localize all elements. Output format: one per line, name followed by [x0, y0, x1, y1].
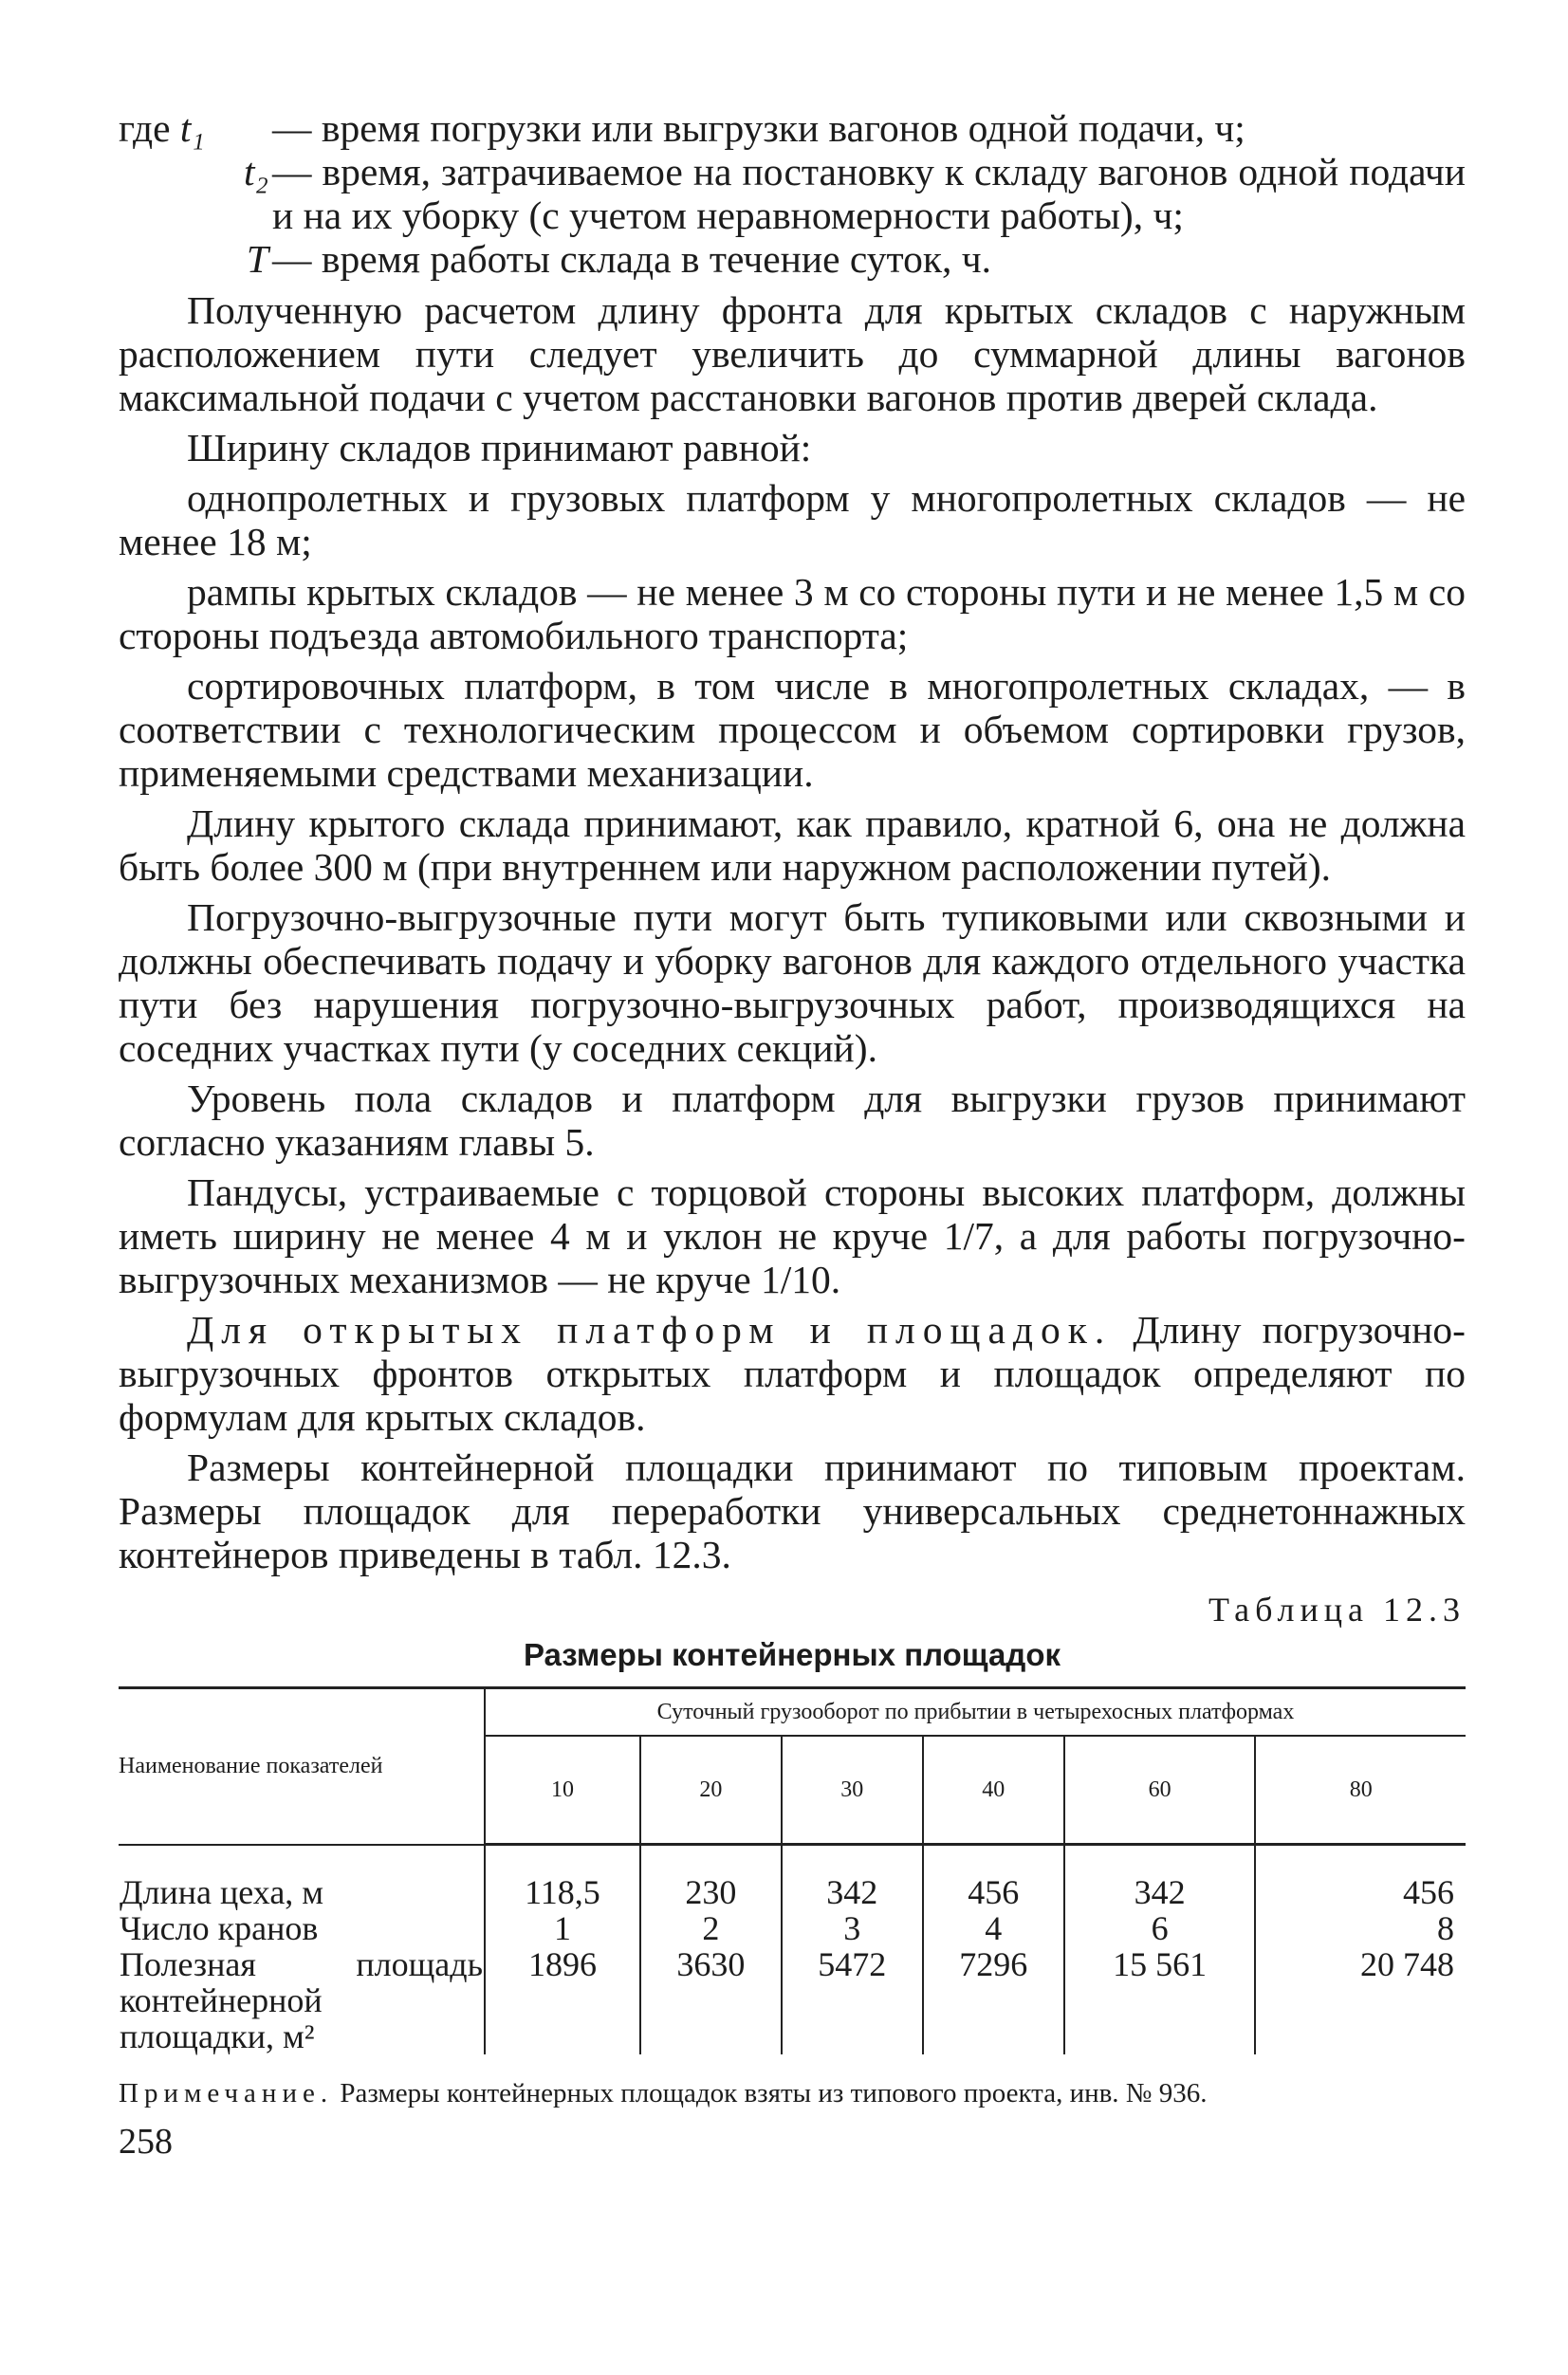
paragraph: однопролетных и грузовых платформ у многопролетных складов — не менее 18 м; [119, 476, 1466, 563]
paragraph: Полученную расчетом длину фронта для крытых складов с наружным расположением пути следует увеличить до суммарной длины вагонов максимальной подачи с учетом расстановки вагонов против дверей склада. [119, 288, 1466, 419]
definition-item [119, 106, 1466, 150]
paragraph: сортировочных платформ, в том числе в многопролетных складах, — в соответствии с технологическим процессом и объемом сортировки грузов, применяемыми средствами механизации. [119, 664, 1466, 795]
paragraph: Погрузочно-выгрузочные пути могут быть тупиковыми или сквозными и должны обеспечивать подачу и уборку вагонов для каждого отдельного участка пути без нарушения погрузочно-выгрузочных работ, производящихся на соседних участках пути (у соседних секций). [119, 895, 1466, 1070]
group-header: Суточный грузооборот по прибытии в четырехосных платформах [485, 1688, 1466, 1737]
table-cell: 342 3 5472 [782, 1845, 923, 2054]
table-cell: 118,5 1 1896 [525, 1873, 600, 1983]
table-cell: 456 4 7296 [923, 1845, 1064, 2054]
table-cell: 456 8 20 748 [1255, 1845, 1466, 2054]
table-title: Размеры контейнерных площадок [523, 1637, 1061, 1672]
column-header: 80 [1255, 1736, 1466, 1845]
table-cell: 342 6 15 561 [1064, 1845, 1256, 2054]
definition-item [119, 150, 1466, 237]
definition-prefix: где t₁ [119, 106, 205, 150]
definition-text: — время погрузки или выгрузки вагонов одной подачи, ч; [272, 106, 1245, 150]
paragraph: Ширину складов принимают равной: [187, 426, 812, 469]
table-cell: 230 2 3630 [640, 1845, 782, 2054]
definition-term: t₂ [244, 150, 268, 193]
page-number: 258 [119, 2121, 173, 2162]
paragraph-text: Длину погрузочно-выгрузочных фронтов открытых платформ и площадок определяют по формулам для крытых складов. [119, 1308, 1466, 1439]
definition-item [119, 237, 1466, 281]
paragraph: Размеры контейнерной площадки принимают по типовым проектам. Размеры площадок для переработки универсальных среднетоннажных контейнеров приведены в табл. 12.3. [119, 1445, 1466, 1576]
note-label: Примечание. [119, 2077, 334, 2108]
table-row [119, 1845, 1466, 2054]
paragraph: рампы крытых складов — не менее 3 м со стороны пути и не менее 1,5 м со стороны подъезда автомобильного транспорта; [119, 570, 1466, 657]
page-content [119, 106, 1466, 2163]
column-header: 60 [1064, 1736, 1256, 1845]
paragraph: Длину крытого склада принимают, как правило, кратной 6, она не должна быть более 300 м (при внутреннем или наружном расположении путей). [119, 801, 1466, 889]
table-note [119, 2079, 1466, 2108]
column-header: 40 [923, 1736, 1064, 1845]
row-label: Длина цеха, м Число кранов Полезная площадь контейнерной площадки, м² [119, 1845, 485, 2054]
note-text: Размеры контейнерных площадок взяты из типового проекта, инв. № 936. [333, 2077, 1208, 2108]
definition-text: — время работы склада в течение суток, ч. [272, 237, 991, 281]
column-header-name: Наименование показателей [119, 1688, 485, 1845]
definition-term: T [246, 237, 268, 281]
paragraph: Уровень пола складов и платформ для выгрузки грузов принимают согласно указаниям главы 5. [119, 1077, 1466, 1164]
table-number: Таблица 12.3 [1208, 1591, 1466, 1629]
section-heading: Для открытых платформ и площадок. [187, 1308, 1113, 1352]
column-header: 10 [485, 1736, 640, 1845]
definitions-list [119, 106, 1466, 281]
paragraph: Пандусы, устраиваемые с торцовой стороны высоких платформ, должны иметь ширину не менее 4 м и уклон не круче 1/7, а для работы погрузочно-выгрузочных механизмов — не круче 1/10. [119, 1170, 1466, 1301]
column-header: 30 [782, 1736, 923, 1845]
container-sizes-table [119, 1686, 1466, 2054]
definition-text: — время, затрачиваемое на постановку к складу вагонов одной подачи и на их уборку (с учетом неравномерности работы), ч; [272, 150, 1466, 237]
column-header: 20 [640, 1736, 782, 1845]
paragraph [119, 1308, 1466, 1439]
